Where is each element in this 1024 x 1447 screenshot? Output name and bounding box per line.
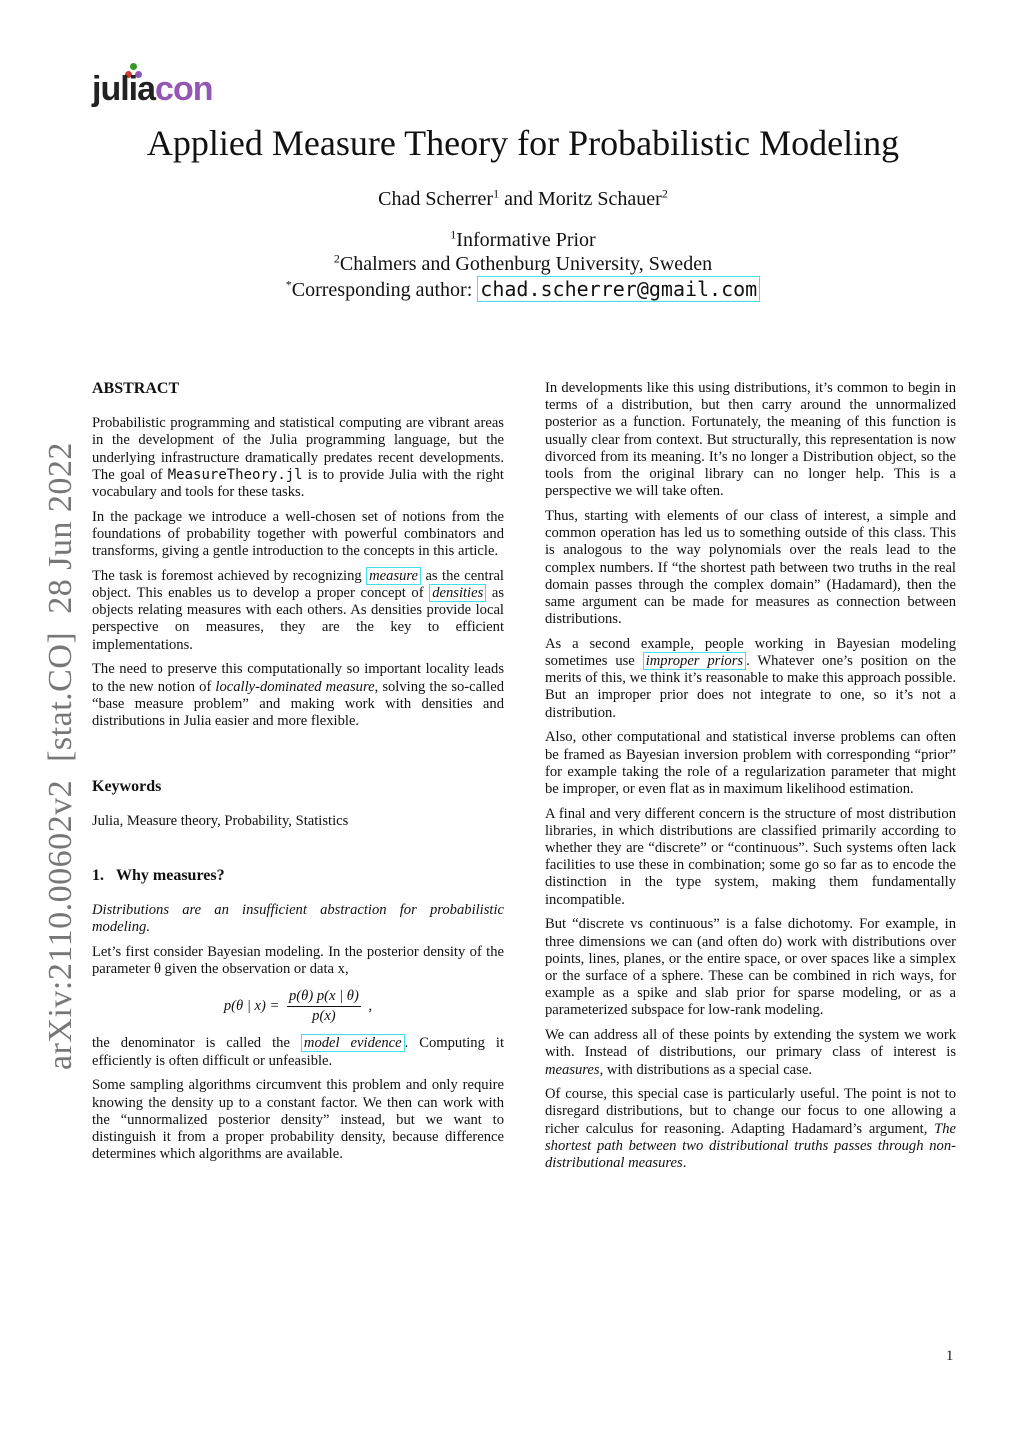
abstract-p1 (92, 415, 504, 501)
posterior-equation (92, 988, 504, 1025)
affiliation-2-text: Chalmers and Gothenburg University, Sweden (339, 253, 713, 275)
right-p8-em: The shortest path between two distributional truths passes through non-distributional measures (545, 1120, 956, 1172)
abstract-p4 (92, 661, 504, 730)
paper-title: Applied Measure Theory for Probabilistic Modeling (146, 123, 900, 163)
eq-fraction (287, 988, 361, 1025)
right-p3-a: As a second example, people working in Bayesian modeling sometimes use (545, 635, 956, 670)
right-p7-em: measures (545, 1061, 600, 1078)
arxiv-id: arXiv:2110.00602v2 (42, 779, 79, 1070)
author-1: Chad Scherrer (378, 188, 494, 210)
right-p4: Also, other computational and statistical inverse problems can often be framed as Bayesian inversion problem with corresponding “prior” for example taking the role of a regularization parameter that might be improper, or even flat as in maximum likelihood estimation. (545, 729, 956, 797)
section-1-heading (92, 867, 504, 884)
abstract-p3-b: as the central object. This enables us to develop a proper concept of (92, 567, 504, 602)
right-p3 (545, 636, 956, 722)
right-p8-b: . (682, 1155, 687, 1172)
right-p6: But “discrete vs continuous” is a false dichotomy. For example, in three dimensions we can (and often do) work with distributions over points, lines, planes, or the entire space, or over spaces like a simplex or the surface of a sphere. These can be combined in rich ways, for example as a spike and slab prior for sparse modeling, or as a parameterized subspace for low-rank modeling. (545, 916, 956, 1019)
affiliation-1-sup: 1 (450, 227, 457, 242)
affiliation-2 (0, 253, 1024, 276)
author-and: and (504, 188, 533, 210)
abstract-p4-b: , solving the so-called “base measure problem” and making work with densities and distributions in Julia easier and more flexible. (92, 678, 504, 729)
right-p5: A final and very different concern is the structure of most distribution libraries, in which distributions are classified primarily according to whether they are “discrete” or “continuous”. Such systems often lack facilities to use these in combination; some go so far as to encode the distinction in the type system, making them fundamentally incompatible. (545, 805, 956, 908)
right-p2: Thus, starting with elements of our class of interest, a simple and common operation has led us to something outside of this class. This is analogous to the way polynomials over the reals lead to the complex numbers. If “the shortest path between two truths in the real domain passes through the complex domain” (Hadamard), then the same argument can be made for measures as connection between distributions. (545, 507, 956, 628)
section-1-p2-a: the denominator is called the (92, 1035, 301, 1052)
eq-lhs: p(θ | x) = (223, 998, 280, 1015)
eq-comma: , (368, 998, 373, 1015)
right-p8 (545, 1086, 956, 1172)
logo-wordmark (92, 70, 212, 109)
affiliation-2-sup: 2 (333, 251, 340, 266)
right-p7-b: , with distributions as a special case. (599, 1061, 812, 1078)
abstract-p4-em: locally-dominated measure (215, 678, 375, 695)
right-p7 (545, 1027, 956, 1079)
abstract-p3 (92, 568, 504, 654)
author-2: Moritz Schauer (537, 188, 662, 210)
email-link[interactable]: chad.scherrer@gmail.com (477, 276, 760, 302)
right-p7-a: We can address all of these points by extending the system we work with. Instead of distributions, our primary class of interest is (545, 1027, 956, 1061)
abstract-p1-b: is to provide Julia with the right vocabulary and tools for these tasks. (92, 466, 504, 501)
section-1-p2-b: . Computing it efficiently is often difficult or unfeasible. (92, 1035, 504, 1069)
arxiv-category: [stat.CO] (42, 631, 79, 762)
corresponding-sup: * (285, 277, 292, 292)
abstract-p3-c: as objects relating measures with each others. As densities provide local perspective on measures, they are the key to efficient implementations. (92, 585, 505, 653)
arxiv-stamp (42, 442, 80, 1070)
juliacon-logo (92, 62, 222, 110)
right-column (545, 380, 956, 1180)
model-evidence-link[interactable]: model evidence (301, 1034, 405, 1052)
eq-numerator: p(θ) p(x | θ) (287, 988, 361, 1007)
affiliation-1 (0, 229, 1024, 252)
measure-link[interactable]: measure (366, 567, 421, 585)
section-1-number: 1. (92, 866, 104, 884)
abstract-p2: In the package we introduce a well-chosen set of notions from the foundations of probability together with powerful combinators and transforms, giving a gentle introduction to the concepts in this article. (92, 508, 504, 560)
section-1-p2 (92, 1035, 504, 1069)
author-1-sup: 1 (493, 186, 500, 201)
code-measuretheory: MeasureTheory.jl (167, 466, 303, 483)
abstract-p1-a: Probabilistic programming and statistical computing are vibrant areas in the development of the Julia programming language, but the underlying infrastructure dramatically predates recent developments. The goal of (92, 415, 504, 483)
author-2-sup: 2 (661, 186, 668, 201)
right-p3-b: . Whatever one’s position on the merits of this, we think it’s reasonable to make this approach possible. But an improper prior does not integrate to one, so it’s not a distribution. (545, 653, 956, 721)
arxiv-date: 28 Jun 2022 (42, 442, 79, 614)
section-1-title: Why measures? (116, 866, 225, 884)
eq-denominator: p(x) (312, 1008, 336, 1025)
abstract-p3-a: The task is foremost achieved by recognizing (92, 567, 367, 584)
left-column (92, 380, 504, 1171)
right-p8-a: Of course, this special case is particularly useful. The point is not to disregard distributions, but to change our focus to one allowing a richer calculus for reasoning. Adapting Hadamard’s argument, (545, 1086, 956, 1137)
corresponding-author (0, 277, 1024, 302)
logo-con: con (155, 70, 213, 108)
section-1-lead: Distributions are an insufficient abstraction for probabilistic modeling. (92, 901, 504, 935)
densities-link[interactable]: densities (429, 584, 486, 602)
page-number: 1 (946, 1348, 954, 1364)
right-p1: In developments like this using distributions, it’s common to begin in terms of a distribution, but then carry around the unnormalized posterior as a function. Fortunately, the meaning of this function is usually clear from context. But structurally, this representation is now divorced from its meaning. It’s no longer a Distribution object, so the tools from the original library can no longer help. This is a perspective we will take often. (545, 380, 956, 500)
corresponding-label: Corresponding author: (291, 279, 473, 301)
keywords-heading: Keywords (92, 778, 162, 796)
logo-julia: julia (92, 70, 156, 108)
improper-priors-link[interactable]: improper priors (643, 652, 746, 670)
keywords-text: Julia, Measure theory, Probability, Statistics (92, 813, 349, 830)
abstract-heading: ABSTRACT (92, 380, 180, 397)
abstract-p4-a: The need to preserve this computationally so important locality leads to the new notion of (92, 661, 504, 695)
section-1-p3: Some sampling algorithms circumvent this problem and only require knowing the density up to a constant factor. We then can work with the “unnormalized posterior density” instead, but we want to distinguish it from a proper probability density, because difference determines which algorithms are available. (92, 1077, 504, 1163)
affiliation-1-text: Informative Prior (456, 229, 596, 251)
section-1-p1: Let’s first consider Bayesian modeling. In the posterior density of the parameter θ given the observation or data x, (92, 943, 504, 977)
logo-dot-green (130, 63, 137, 70)
author-line (0, 188, 1024, 211)
